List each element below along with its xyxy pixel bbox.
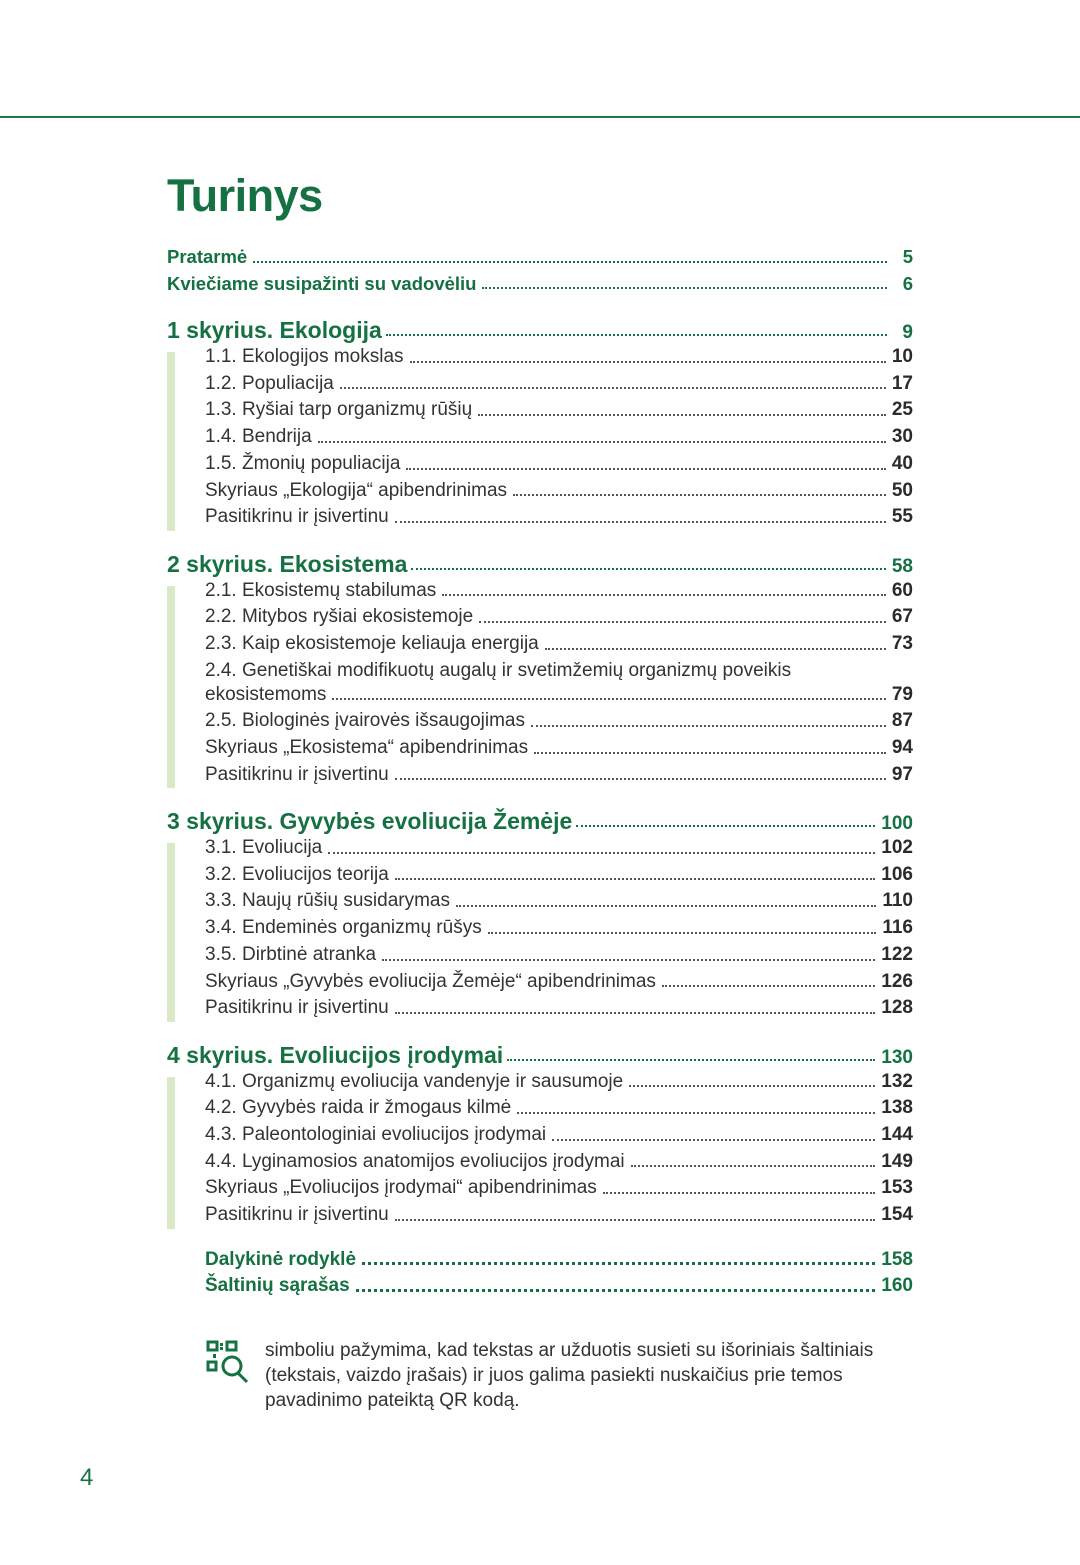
section-entry[interactable]: [205, 682, 913, 709]
section-page: 40: [891, 452, 913, 474]
leader-dots: [507, 1058, 875, 1061]
toc-entry-page: 160: [881, 1275, 913, 1297]
section-label: Pasitikrinu ir įsivertinu: [205, 1204, 389, 1225]
section-label: Skyriaus „Ekologija“ apibendrinimas: [205, 479, 508, 501]
chapter-sections: [167, 835, 913, 1022]
leader-dots: [552, 1138, 875, 1141]
chapter-title: 2 skyrius. Ekosistema: [167, 550, 408, 577]
leader-dots: [318, 440, 886, 443]
section-entry[interactable]: [205, 631, 913, 658]
section-page: 87: [891, 710, 913, 732]
section-entry[interactable]: [205, 424, 913, 451]
section-label: 1.5. Žmonių populiacija: [205, 452, 401, 474]
chapter-1: [167, 317, 913, 531]
section-entry[interactable]: [205, 915, 913, 942]
section-page: 25: [891, 399, 913, 421]
leader-dots: [488, 931, 877, 934]
chapter-heading[interactable]: [167, 808, 913, 835]
leader-dots: [513, 493, 886, 496]
section-page: 67: [891, 606, 913, 628]
toc-entry-page: 158: [881, 1248, 913, 1270]
chapter-page: 130: [881, 1046, 913, 1068]
leader-dots: [478, 413, 886, 416]
section-label-line1: 2.4. Genetiškai modifikuotų augalų ir svetimžemių organizmų poveikis: [205, 659, 792, 681]
leader-dots: [386, 333, 887, 336]
section-label: 4.4. Lyginamosios anatomijos evoliucijos įrodymai: [205, 1150, 625, 1172]
section-page: 110: [882, 890, 913, 912]
section-entry[interactable]: [205, 862, 913, 889]
toc-entry-page: 6: [902, 272, 913, 294]
chapter-sections: [167, 1069, 913, 1229]
leader-dots: [395, 1011, 876, 1014]
section-entry[interactable]: [205, 504, 913, 531]
section-label: Skyriaus „Gyvybės evoliucija Žemėje“ apibendrinimas: [205, 970, 656, 992]
section-entry[interactable]: [205, 888, 913, 915]
section-entry[interactable]: [205, 451, 913, 478]
toc-entry-label: Kviečiame susipažinti su vadovėliu: [167, 272, 477, 294]
section-page: 116: [882, 917, 913, 939]
section-label: Pasitikrinu ir įsivertinu: [205, 763, 389, 785]
section-page: 102: [881, 837, 913, 859]
section-label: 2.2. Mitybos ryšiai ekosistemoje: [205, 606, 474, 628]
section-label: 4.3. Paleontologiniai evoliucijos įrodymai: [205, 1123, 547, 1145]
leader-dots: [328, 851, 875, 854]
section-label: 1.1. Ekologijos mokslas: [205, 346, 404, 368]
page-number: 4: [80, 1464, 94, 1491]
section-label: Skyriaus „Evoliucijos įrodymai“ apibendrinimas: [205, 1177, 597, 1199]
page-title: Turinys: [167, 170, 323, 221]
section-entry[interactable]: [205, 708, 913, 735]
section-entry[interactable]: [205, 1095, 913, 1122]
chapter-sections: [167, 344, 913, 531]
section-label: 3.4. Endeminės organizmų rūšys: [205, 917, 482, 939]
section-entry[interactable]: [205, 371, 913, 398]
section-page: 17: [891, 372, 913, 394]
section-entry[interactable]: [205, 969, 913, 996]
section-entry[interactable]: [205, 735, 913, 762]
leader-dots: [629, 1084, 875, 1087]
section-page: 60: [891, 579, 913, 601]
section-label: 3.5. Dirbtinė atranka: [205, 943, 377, 965]
section-page: 126: [881, 970, 913, 992]
leader-dots: [576, 824, 875, 827]
section-page: 94: [891, 737, 913, 758]
chapter-page: 100: [881, 813, 913, 835]
section-page: 73: [891, 632, 913, 654]
section-label: 3.2. Evoliucijos teorija: [205, 863, 389, 885]
leader-dots: [395, 1218, 876, 1221]
toc-entry-page: 5: [902, 246, 913, 267]
leader-dots: [531, 724, 886, 727]
leader-dots: [456, 904, 876, 907]
leader-dots: [395, 520, 886, 523]
section-entry[interactable]: [205, 762, 913, 789]
section-entry[interactable]: [205, 1149, 913, 1176]
leader-dots: [395, 877, 876, 880]
section-entry[interactable]: [205, 995, 913, 1022]
chapter-4: [167, 1042, 913, 1229]
chapter-2: [167, 551, 913, 789]
section-entry[interactable]: [205, 1069, 913, 1096]
section-label: Pasitikrinu ir įsivertinu: [205, 506, 389, 528]
section-entry[interactable]: [205, 1175, 913, 1202]
leader-dots: [410, 360, 886, 363]
section-label: 4.2. Gyvybės raida ir žmogaus kilmė: [205, 1097, 512, 1119]
section-label: 1.4. Bendrija: [205, 426, 312, 448]
section-page: 122: [881, 943, 913, 965]
chapter-heading[interactable]: [167, 551, 913, 578]
section-page: 10: [891, 346, 913, 368]
section-page: 30: [891, 426, 913, 448]
chapter-heading[interactable]: [167, 1042, 913, 1069]
section-label: 3.3. Naujų rūšių susidarymas: [205, 890, 450, 912]
section-page: 97: [891, 763, 913, 785]
chapter-3: [167, 808, 913, 1022]
section-page: 149: [881, 1150, 913, 1172]
section-label: 4.1. Organizmų evoliucija vandenyje ir sausumoje: [205, 1070, 624, 1092]
toc-entry[interactable]: [167, 244, 913, 271]
section-entry[interactable]: [205, 578, 913, 605]
section-page: 79: [891, 683, 913, 705]
section-entry[interactable]: [205, 1202, 913, 1229]
section-label: 2.5. Biologinės įvairovės išsaugojimas: [205, 710, 525, 732]
leader-dots: [332, 697, 885, 700]
section-page: 55: [891, 506, 913, 528]
section-page: 154: [881, 1204, 913, 1225]
leader-dots: [253, 260, 887, 263]
chapter-page: 58: [891, 555, 913, 577]
section-entry[interactable]: [205, 942, 913, 969]
section-page: 153: [881, 1177, 913, 1199]
section-entry[interactable]: [205, 344, 913, 371]
section-label: 2.1. Ekosistemų stabilumas: [205, 579, 437, 601]
chapter-title: 3 skyrius. Gyvybės evoliucija Žemėje: [167, 808, 573, 835]
section-label: Pasitikrinu ir įsivertinu: [205, 997, 389, 1019]
leader-dots: [406, 467, 885, 470]
qr-note: [205, 1338, 905, 1413]
leader-dots: [517, 1111, 875, 1114]
section-label: 3.1. Evoliucija: [205, 837, 323, 859]
toc-entry-label: Šaltinių sąrašas: [205, 1275, 350, 1297]
section-page: 128: [881, 997, 913, 1019]
qr-search-icon: [205, 1338, 253, 1386]
leader-dots: [534, 751, 886, 754]
leader-dots: [603, 1191, 876, 1194]
back-matter: [167, 1247, 913, 1300]
toc-entry[interactable]: [167, 271, 913, 298]
leader-dots: [382, 958, 875, 961]
section-entry[interactable]: [205, 1122, 913, 1149]
section-label: Skyriaus „Ekosistema“ apibendrinimas: [205, 737, 529, 758]
chapter-title: 1 skyrius. Ekologija: [167, 317, 382, 344]
leader-dots: [411, 567, 885, 570]
chapter-heading[interactable]: [167, 317, 913, 344]
chapter-title: 4 skyrius. Evoliucijos įrodymai: [167, 1041, 504, 1068]
note-text: simboliu pažymima, kad tekstas ar užduotis susieti su išoriniais šaltiniais (tekstais, vaizdo įrašais) ir juos galima pasiekti nuskaičius prie temos pavadinimo pateiktą QR kodą.: [265, 1340, 874, 1411]
section-label: 1.2. Populiacija: [205, 372, 334, 394]
section-page: 144: [881, 1123, 913, 1145]
leader-dots: [356, 1288, 876, 1292]
toc-entry-index[interactable]: [205, 1247, 913, 1274]
leader-dots: [631, 1164, 876, 1167]
section-page: 138: [881, 1097, 913, 1119]
section-label: 1.3. Ryšiai tarp organizmų rūšių: [205, 399, 473, 421]
section-entry[interactable]: [205, 397, 913, 424]
section-label: ekosistemoms: [205, 683, 327, 705]
section-label: 2.3. Kaip ekosistemoje keliauja energija: [205, 632, 539, 654]
section-page: 132: [881, 1070, 913, 1092]
section-page: 50: [891, 479, 913, 501]
section-entry[interactable]: [205, 604, 913, 631]
toc-entry-label: Dalykinė rodyklė: [205, 1248, 357, 1270]
table-of-contents: [167, 244, 913, 1300]
header-rule: [0, 116, 1080, 118]
leader-dots: [545, 647, 886, 650]
leader-dots: [362, 1261, 875, 1265]
toc-entry-sources[interactable]: [205, 1273, 913, 1300]
front-matter: [167, 244, 913, 297]
chapter-sections: [167, 578, 913, 789]
leader-dots: [662, 984, 875, 987]
section-entry[interactable]: [205, 835, 913, 862]
section-page: 106: [881, 863, 913, 885]
leader-dots: [479, 620, 886, 623]
toc-entry-label: Pratarmė: [167, 246, 248, 267]
section-entry[interactable]: [205, 478, 913, 505]
leader-dots: [395, 777, 886, 780]
leader-dots: [442, 593, 886, 596]
leader-dots: [340, 386, 886, 389]
chapter-page: 9: [902, 322, 913, 344]
leader-dots: [482, 286, 887, 289]
